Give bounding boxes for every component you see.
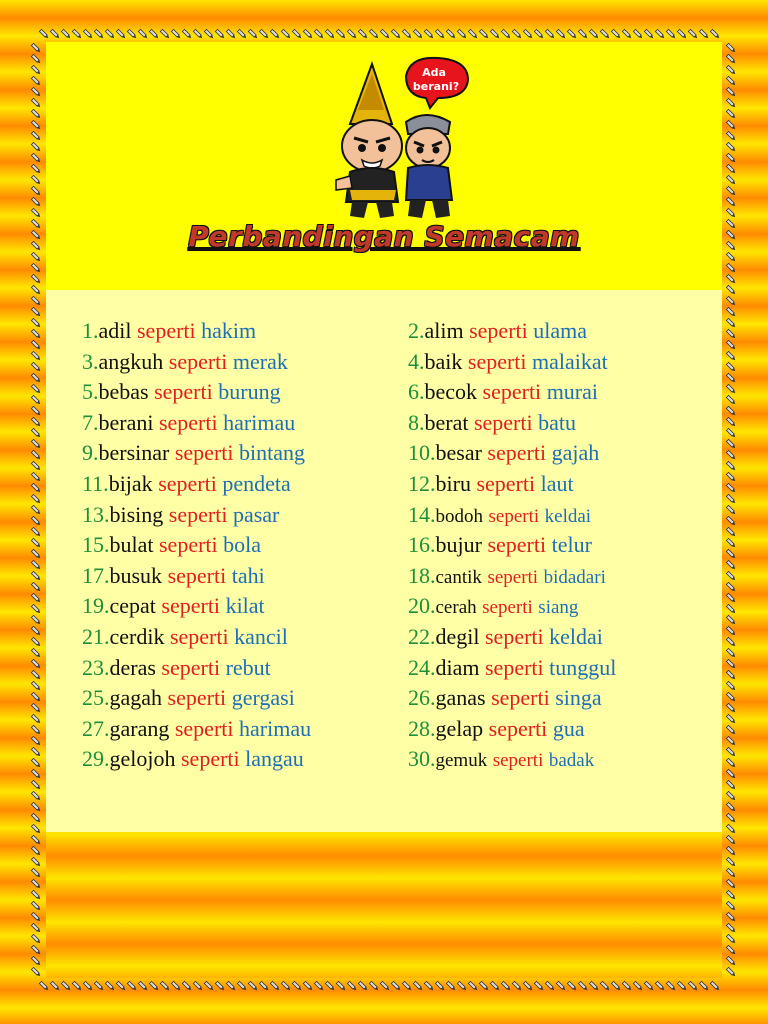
item-word: adil — [98, 318, 132, 343]
item-seperti: seperti — [467, 348, 527, 374]
item-number: 16. — [408, 532, 436, 558]
item-comparison: keldai — [549, 623, 603, 649]
item-word: diam — [435, 654, 480, 680]
item-number: 4. — [408, 348, 425, 374]
list-row — [46, 591, 722, 622]
list-item — [82, 653, 392, 684]
item-number: 25. — [82, 685, 110, 711]
item-word: gelap — [435, 715, 484, 741]
item-number: 6. — [408, 379, 425, 405]
item-number: 26. — [408, 685, 436, 711]
item-comparison: keldai — [544, 505, 592, 527]
item-number: 18. — [408, 562, 436, 588]
item-number: 11. — [82, 470, 109, 496]
item-seperti: seperti — [158, 470, 217, 496]
item-number: 20. — [408, 593, 436, 619]
comparison-list — [46, 316, 722, 775]
list-row — [46, 316, 722, 347]
item-number: 10. — [408, 440, 436, 466]
item-word: gelojoh — [109, 746, 176, 772]
item-word: deras — [109, 654, 156, 680]
list-row — [46, 500, 722, 531]
header-panel — [46, 42, 722, 290]
item-word: gagah — [109, 685, 163, 711]
list-item — [82, 622, 392, 653]
list-row — [46, 653, 722, 684]
item-seperti: seperti — [485, 654, 544, 680]
item-number: 15. — [82, 532, 110, 558]
item-word: garang — [109, 715, 170, 741]
item-seperti: seperti — [482, 379, 542, 405]
item-number: 8. — [408, 409, 425, 435]
item-number: 21. — [82, 623, 110, 649]
item-word: bulat — [109, 532, 154, 558]
item-seperti: seperti — [161, 654, 221, 680]
item-number: 24. — [408, 654, 436, 680]
item-seperti: seperti — [476, 470, 536, 496]
list-row — [46, 561, 722, 592]
item-number: 2. — [408, 318, 425, 343]
list-item — [408, 530, 718, 561]
item-number: 5. — [82, 379, 99, 405]
item-seperti: seperti — [469, 318, 528, 343]
list-row — [46, 377, 722, 408]
item-comparison: kancil — [234, 623, 288, 649]
item-comparison: gergasi — [231, 685, 295, 711]
item-seperti: seperti — [482, 597, 533, 619]
item-comparison: bola — [223, 532, 262, 558]
speech-bubble-text-1: Ada — [422, 66, 446, 79]
item-word: alim — [424, 318, 464, 343]
item-number: 19. — [82, 593, 110, 619]
mascot-illustration — [314, 52, 484, 222]
item-comparison: badak — [548, 750, 595, 772]
item-seperti: seperti — [488, 505, 540, 527]
item-number: 9. — [82, 440, 99, 466]
item-seperti: seperti — [158, 409, 218, 435]
list-item — [408, 347, 718, 378]
item-comparison: siang — [538, 597, 579, 619]
item-seperti: seperti — [491, 685, 550, 711]
item-word: besar — [435, 440, 482, 466]
item-word: angkuh — [98, 348, 164, 374]
item-comparison: pendeta — [222, 470, 291, 496]
item-word: berani — [98, 409, 154, 435]
item-seperti: seperti — [168, 348, 228, 374]
item-number: 28. — [408, 715, 436, 741]
item-comparison: kilat — [225, 593, 265, 619]
speech-bubble-text-2: berani? — [412, 80, 460, 93]
list-item — [82, 408, 392, 439]
item-comparison: batu — [538, 409, 577, 435]
list-row — [46, 438, 722, 469]
item-number: 13. — [82, 501, 110, 527]
item-comparison: pasar — [232, 501, 280, 527]
item-word: gemuk — [435, 750, 488, 772]
list-item — [408, 500, 718, 533]
item-number: 23. — [82, 654, 110, 680]
item-number: 12. — [408, 470, 436, 496]
item-seperti: seperti — [174, 715, 234, 741]
list-row — [46, 408, 722, 439]
list-row — [46, 744, 722, 775]
page-title: Perbandingan Semacam — [188, 220, 580, 253]
list-item — [82, 347, 392, 378]
list-item — [82, 714, 392, 745]
item-comparison: langau — [245, 746, 304, 772]
item-word: cantik — [435, 566, 482, 588]
item-seperti: seperti — [174, 440, 234, 466]
item-comparison: bintang — [239, 440, 306, 466]
content-frame — [46, 42, 722, 978]
list-item — [408, 438, 718, 469]
item-seperti: seperti — [181, 746, 240, 772]
list-row — [46, 530, 722, 561]
list-item — [408, 653, 718, 684]
item-number: 7. — [82, 409, 99, 435]
item-word: ganas — [435, 685, 486, 711]
list-row — [46, 347, 722, 378]
item-number: 17. — [82, 562, 110, 588]
item-word: bujur — [435, 532, 482, 558]
item-comparison: ulama — [533, 318, 588, 343]
item-word: busuk — [109, 562, 163, 588]
item-seperti: seperti — [161, 593, 221, 619]
item-number: 14. — [408, 501, 436, 527]
item-word: baik — [424, 348, 463, 374]
item-seperti: seperti — [154, 379, 213, 405]
item-seperti: seperti — [487, 532, 547, 558]
list-item — [408, 744, 718, 777]
list-item — [82, 683, 392, 714]
item-word: becok — [424, 379, 478, 405]
item-word: degil — [435, 623, 480, 649]
list-row — [46, 469, 722, 500]
list-item — [82, 530, 392, 561]
item-word: berat — [424, 409, 469, 435]
list-item — [408, 622, 718, 653]
list-item — [408, 683, 718, 714]
item-comparison: harimau — [223, 409, 296, 435]
item-seperti: seperti — [488, 715, 548, 741]
item-number: 29. — [82, 746, 110, 772]
item-seperti: seperti — [473, 409, 533, 435]
item-seperti: seperti — [492, 750, 544, 772]
item-seperti: seperti — [167, 562, 227, 588]
list-item — [408, 591, 718, 624]
item-number: 3. — [82, 348, 99, 374]
item-comparison: tahi — [231, 562, 265, 588]
list-item — [82, 591, 392, 622]
item-word: cepat — [109, 593, 156, 619]
item-comparison: burung — [218, 379, 281, 405]
item-seperti: seperti — [167, 685, 227, 711]
list-item — [82, 744, 392, 775]
item-comparison: gua — [552, 715, 585, 741]
list-item — [82, 561, 392, 592]
item-word: bising — [109, 501, 164, 527]
item-comparison: hakim — [201, 318, 257, 343]
list-item — [408, 714, 718, 745]
list-item — [82, 377, 392, 408]
item-word: biru — [435, 470, 471, 496]
item-seperti: seperti — [487, 440, 547, 466]
list-row — [46, 683, 722, 714]
item-word: bebas — [98, 379, 149, 405]
item-comparison: laut — [540, 470, 574, 496]
list-row — [46, 622, 722, 653]
item-number: 30. — [408, 746, 436, 772]
list-item — [408, 377, 718, 408]
item-seperti: seperti — [137, 318, 196, 343]
item-seperti: seperti — [159, 532, 218, 558]
item-number: 27. — [82, 715, 110, 741]
item-comparison: murai — [546, 379, 599, 405]
item-comparison: telur — [551, 532, 592, 558]
item-comparison: singa — [555, 685, 602, 711]
item-comparison: malaikat — [532, 348, 608, 374]
item-seperti: seperti — [169, 623, 229, 649]
item-comparison: bidadari — [543, 566, 606, 588]
item-comparison: merak — [232, 348, 288, 374]
item-word: bodoh — [435, 505, 483, 527]
item-word: bersinar — [98, 440, 170, 466]
item-comparison: rebut — [225, 654, 271, 680]
item-seperti: seperti — [487, 566, 539, 588]
item-comparison: harimau — [239, 715, 312, 741]
item-word: bijak — [108, 470, 153, 496]
item-seperti: seperti — [485, 623, 544, 649]
item-comparison: tunggul — [549, 654, 617, 680]
item-word: cerdik — [109, 623, 165, 649]
item-number: 22. — [408, 623, 436, 649]
item-seperti: seperti — [168, 501, 228, 527]
list-item — [82, 316, 392, 347]
list-item — [82, 469, 392, 500]
list-item — [408, 469, 718, 500]
list-item — [408, 316, 718, 347]
list-item — [408, 408, 718, 439]
list-row — [46, 714, 722, 745]
item-word: cerah — [435, 597, 477, 619]
list-item — [82, 500, 392, 531]
item-number: 1. — [82, 318, 99, 343]
list-item — [408, 561, 718, 594]
item-comparison: gajah — [551, 440, 600, 466]
list-item — [82, 438, 392, 469]
